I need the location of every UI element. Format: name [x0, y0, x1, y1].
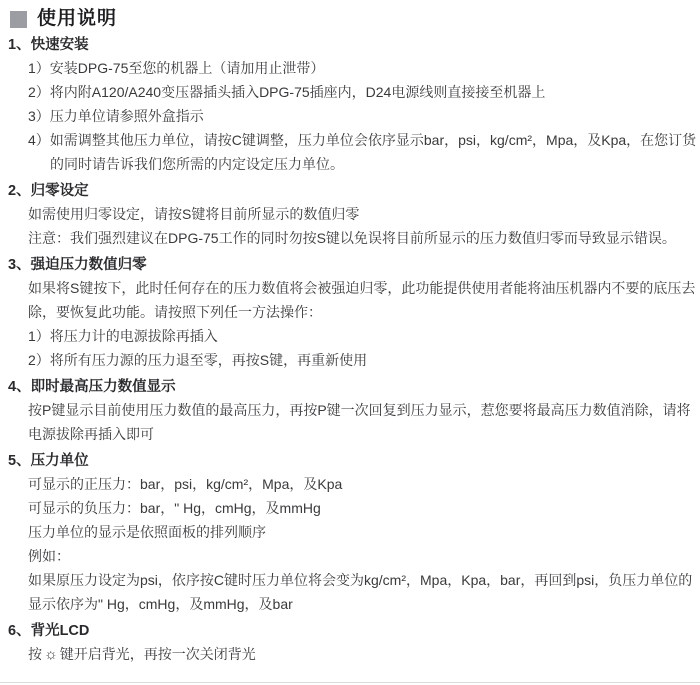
section-heading: 6、背光LCD — [8, 623, 90, 639]
instruction-step: 2）将所有压力源的压力退至零，再按S键，再重新使用 — [28, 352, 368, 368]
instruction-step: 4）如需调整其他压力单位，请按C键调整，压力单位会依序显示bar，psi，kg/cm²，Mpa，及Kpa，在您订货的同时请告诉我们您所需的内定设定压力单位。 — [28, 132, 697, 172]
instruction-step: 1）将压力计的电源拔除再插入 — [28, 328, 218, 344]
instruction-text-suffix: 键开启背光，再按一次关闭背光 — [59, 646, 256, 662]
section-heading: 2、归零设定 — [8, 183, 89, 199]
instruction-line: 按P键显示目前使用压力数值的最高压力，再按P键一次回复到压力显示，惹您要将最高压力数值消除，请将电源拔除再插入即可 — [28, 402, 691, 442]
instruction-note: 注意：我们强烈建议在DPG-75工作的同时勿按S键以免误将目前所显示的压力数值归零而导致显示错误。 — [28, 230, 676, 246]
instruction-text-prefix: 按 — [28, 646, 42, 662]
title-square-marker — [10, 11, 27, 28]
instruction-line: 例如： — [28, 548, 70, 564]
instruction-line: 可显示的负压力：bar，" Hg，cmHg，及mmHg — [28, 500, 321, 516]
section-heading: 4、即时最高压力数值显示 — [8, 379, 176, 395]
instruction-line: 如需使用归零设定，请按S键将目前所显示的数值归零 — [28, 206, 360, 222]
section-zero-setting — [8, 182, 698, 250]
bottom-divider — [0, 682, 700, 683]
section-backlight-lcd — [8, 622, 698, 667]
backlight-sun-icon: ☼ — [44, 646, 58, 663]
section-heading: 1、快速安装 — [8, 37, 89, 53]
instruction-step: 2）将内附A120/A240变压器插头插入DPG-75插座内，D24电源线则直接接至机器上 — [28, 84, 546, 100]
instruction-line: 可显示的正压力：bar，psi，kg/cm²，Mpa，及Kpa — [28, 476, 343, 492]
page-title: 使用说明 — [37, 8, 118, 29]
section-body — [28, 202, 698, 250]
section-peak-pressure-display — [8, 378, 698, 446]
instruction-line — [28, 642, 698, 667]
section-forced-zero — [8, 256, 698, 372]
section-body — [28, 398, 698, 446]
instruction-line: 压力单位的显示是依照面板的排列顺序 — [28, 524, 266, 540]
section-heading: 3、强迫压力数值归零 — [8, 257, 147, 273]
instruction-step: 3）压力单位请参照外盒指示 — [28, 108, 204, 124]
section-body — [28, 472, 698, 616]
instruction-line: 如果将S键按下，此时任何存在的压力数值将会被强迫归零，此功能提供使用者能将油压机器内不要的底压去除，要恢复此功能。请按照下列任一方法操作： — [28, 280, 696, 320]
section-heading: 5、压力单位 — [8, 453, 89, 469]
section-pressure-units — [8, 452, 698, 616]
instruction-line: 如果原压力设定为psi，依序按C键时压力单位将会变为kg/cm²，Mpa，Kpa，bar，再回到psi，负压力单位的显示依序为" Hg，cmHg，及mmHg，及bar — [28, 572, 693, 612]
section-body — [28, 56, 698, 176]
instruction-step: 1）安装DPG-75至您的机器上（请加用止泄带） — [28, 60, 325, 76]
section-body — [28, 642, 698, 667]
document-header — [8, 8, 698, 30]
section-body — [28, 276, 698, 372]
section-quick-install — [8, 36, 698, 176]
